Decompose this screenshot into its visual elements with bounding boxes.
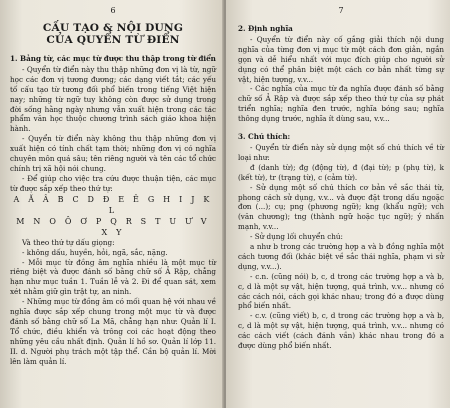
left-paragraph-3: - Để giúp cho việc tra cứu được thuận tiện, các mục từ được sắp xếp theo thứ tự: — [10, 173, 216, 193]
alphabet-row-2: M N O Ô Ơ P Q R S T U Ư V X Y — [16, 216, 210, 237]
section-1-heading: 1. Bảng từ, các mục từ được thu thập trong từ điển — [10, 54, 216, 63]
title-line-1: CẤU TẠO & NỘI DUNG — [42, 22, 184, 34]
left-paragraph-7: - Những mục từ đồng âm có mối quan hệ với nhau về nghĩa được sắp xếp chung trong một mục từ và được đánh số bằng chữ số La Mã, chẳng hạn như: Quản lí I. Tổ chức, điều khiển và trông coi các hoạt động theo những yêu cầu nhất định. Quản lí hồ sơ. Quản lí lớp 11. II. d. Người phụ trách một tập thể. Cần bộ quản lí. Mời lên làm quản lí. — [10, 297, 216, 366]
section-3-heading: 3. Chú thích: — [238, 132, 291, 142]
right-paragraph-9: - c.v. (cũng viết) b, c, d trong các trường hợp a và b, c, d là một sự vật, hiện tượng, quá trình, v.v... nhưng có các cách viết (cách đánh vần) khác nhau trong đó a được dùng phổ biến nhất. — [238, 311, 444, 351]
left-paragraph-1: - Quyển từ điển này thu thập những đơn vị là từ, ngữ học các đơn vị tương đương; các dạng viết tắt; các yếu tố cấu tạo từ tương đối phổ biến trong tiếng Việt hiện nay; những từ ngữ tuy không còn được sử dụng trong đời sống hằng ngày nhưng vẫn xuất hiện trong các tác phẩm văn học thuộc chương trình sách giáo khoa hiện hành. — [10, 64, 216, 134]
right-paragraph-5: - Sử dụng một số chú thích cơ bản về sắc thái từ, phong cách sử dụng, v.v... và được đặt trong dấu ngoặc đơn (...); cụ; png (phương ngữ); kng (khẩu ngữ); vch (văn chương); tng (thành ngữ hoặc tục ngữ); ý nhấn mạnh, v.v... — [238, 182, 444, 232]
left-paragraph-4: Và theo thứ tự dấu giọng: — [22, 237, 115, 247]
right-paragraph-2: - Các nghĩa của mục từ đa nghĩa được đánh số bằng chữ số Ả Rập và được sắp xếp theo thứ tự của sự phát triển nghĩa; nghĩa đen trước, nghĩa bóng sau; nghĩa thông dụng trước, nghĩa ít dùng sau, v.v... — [238, 84, 444, 124]
section-2-heading: 2. Định nghĩa — [238, 24, 293, 33]
title-line-2: CỦA QUYỂN TỪ ĐIỂN — [46, 34, 180, 46]
right-paragraph-3: - Quyển từ điển này sử dụng một số chú thích về từ loại như: — [238, 142, 444, 162]
right-paragraph-1: - Quyển từ điển này cố gắng giải thích nội dung nghĩa của từng đơn vị mục từ một cách đơn giản, ngắn gọn và dễ hiểu nhất với mục đích giúp cho người sử dụng có thể phân biệt một cách cơ bản nhất từng sự vật, hiện tượng, v.v... — [238, 34, 444, 84]
alphabet-row-1: A Ă Â B C D Đ E Ê G H I J K L — [13, 194, 213, 215]
page-number-left: 6 — [110, 6, 116, 15]
left-page — [0, 0, 224, 408]
right-page — [226, 0, 450, 408]
right-paragraph-8: - c.n. (cũng nói) b, c, d trong các trường hợp a và b, c, d là một sự vật, hiện tượng, quá trình, v.v... nhưng có các cách nói, cách gọi khác nhau; trong đó a được dùng phổ biến nhất. — [238, 271, 444, 311]
page-number-right: 7 — [338, 6, 344, 15]
right-paragraph-7: a như b trong các trường hợp a và b đồng nghĩa một cách tương đối (khác biệt về sắc thái nghĩa, phạm vi sử dụng, v.v...). — [238, 242, 444, 271]
left-paragraph-2: - Quyển từ điển này không thu thập những đơn vị xuất hiện có tính chất tạm thời; những đơn vị có nghĩa chuyên môn quá sâu; tên riêng người và tên các tổ chức chính trị xã hội nói chung. — [10, 134, 216, 173]
right-paragraph-6: - Sử dụng lối chuyển chú: — [250, 232, 343, 242]
left-paragraph-6: - Mỗi mục từ đồng âm nghĩa nhiều là một mục từ riêng biệt và được đánh số bằng chữ số Ả Rập, chẳng hạn như mục tuần 1. Tuần lễ và 2. Đi để quan sát, xem xét nhằm giữ gìn trật tự, an ninh. — [10, 257, 216, 297]
left-paragraph-5: - không dấu, huyền, hỏi, ngã, sắc, nặng. — [22, 247, 168, 257]
right-paragraph-4: đ (danh từ); đg (động từ), đ (đại từ); p (phụ từ), k (kết từ), tr (trạng từ), c (cảm từ). — [238, 162, 444, 182]
